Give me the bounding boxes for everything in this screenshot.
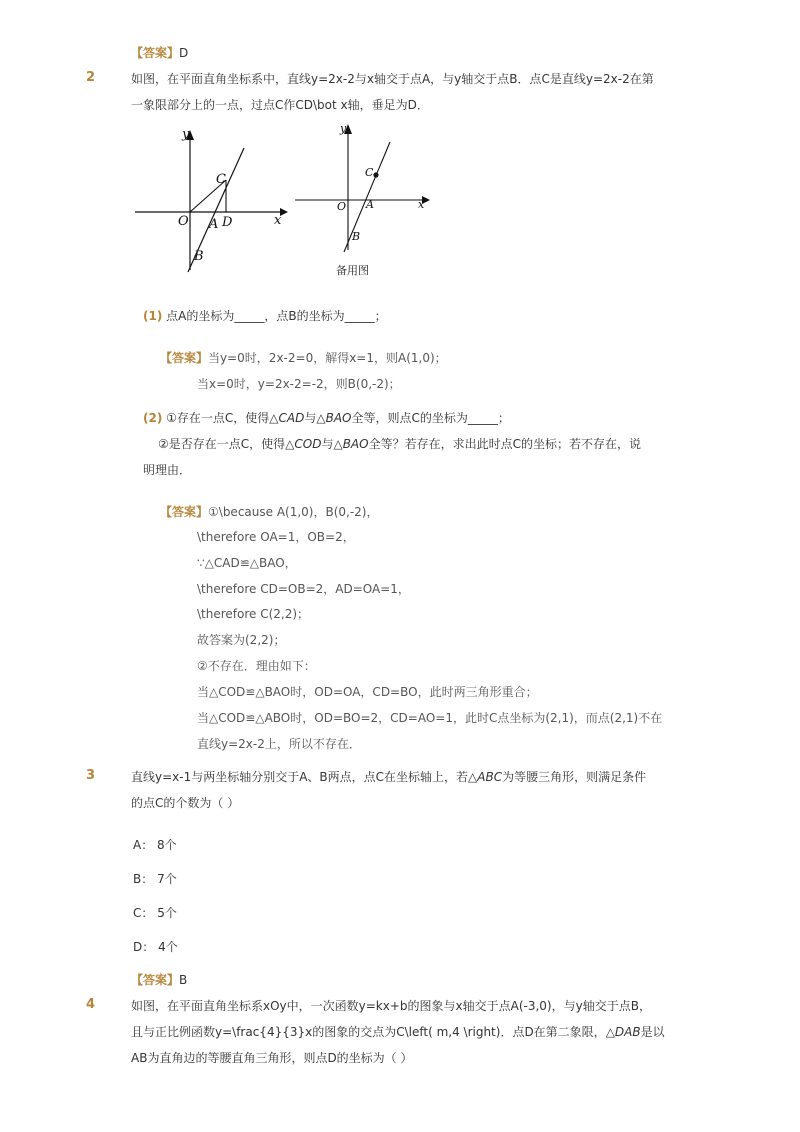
- text: 是以: [640, 1025, 665, 1039]
- q3-stem-line1: [131, 768, 646, 785]
- q3-answer: [131, 971, 187, 988]
- option-key: D：: [133, 940, 155, 954]
- answer-text: ①\because A(1,0)，B(0,-2)，: [208, 505, 379, 519]
- question-number: 2: [86, 70, 96, 85]
- text: 全等？若存在，求出此时点C的坐标；若不存在，说: [368, 437, 641, 451]
- q2-part2-answer-line1: [160, 503, 379, 520]
- q2-part2-line3: 明理由．: [143, 463, 192, 477]
- option-text: 4个: [158, 940, 178, 954]
- option-text: 7个: [157, 872, 177, 886]
- label-y: y: [340, 122, 347, 135]
- q2-part1: [143, 307, 387, 324]
- option-key: B：: [133, 872, 154, 886]
- label-B: B: [194, 249, 204, 264]
- answer-line: 当△COD≌△ABO时，OD=BO=2，CD=AO=1，此时C点坐标为(2,1)，而点(2,1)不在: [197, 711, 663, 725]
- option-B[interactable]: [133, 870, 177, 887]
- label-y: y: [182, 127, 190, 142]
- option-C[interactable]: [133, 904, 177, 921]
- answer-line: \therefore C(2,2)；: [197, 607, 310, 621]
- answer-tag: 【答案】: [160, 505, 209, 519]
- option-key: C：: [133, 906, 154, 920]
- label-D: D: [222, 215, 233, 230]
- answer-line: 直线y=2x-2上，所以不存在．: [197, 737, 361, 751]
- q1-answer: [131, 44, 188, 61]
- q2-part1-answer-line2: 当x=0时，y=2x-2=-2，则B(0,-2)；: [197, 377, 401, 391]
- triangle-name: BAO: [342, 437, 369, 451]
- q4-stem-line2: [131, 1023, 665, 1040]
- label-A: A: [366, 198, 374, 211]
- answer-text: 当y=0时，2x-2=0，解得x=1，则A(1,0)；: [208, 351, 447, 365]
- q2-part1-answer-line1: [160, 349, 447, 366]
- answer-tag: 【答案】: [160, 351, 209, 365]
- q2-part2-line2: [158, 435, 641, 452]
- label-C: C: [365, 166, 374, 179]
- option-D[interactable]: [133, 938, 178, 955]
- q2-figure-main: [130, 120, 290, 280]
- label-O: O: [337, 200, 347, 213]
- option-text: 8个: [157, 838, 177, 852]
- triangle-name: COD: [294, 437, 322, 451]
- line-y-2x-2: [344, 142, 390, 252]
- q4-stem-line1: 如图，在平面直角坐标系xOy中，一次函数y=kx+b的图象与x轴交于点A(-3,0)，与y轴交于点B，: [131, 999, 651, 1013]
- triangle-name: ABC: [477, 770, 503, 784]
- label-C: C: [216, 172, 226, 187]
- text: ①存在一点C，使得△: [166, 411, 279, 425]
- figure-caption: 备用图: [336, 264, 369, 277]
- option-text: 5个: [157, 906, 177, 920]
- text: ②是否存在一点C，使得△: [158, 437, 295, 451]
- q2-stem-line2: 一象限部分上的一点，过点C作CD\bot x轴，垂足为D．: [131, 98, 429, 112]
- answer-tag: 【答案】: [131, 973, 180, 987]
- label-O: O: [178, 214, 189, 229]
- label-x: x: [274, 213, 282, 228]
- question-number: 4: [86, 997, 96, 1012]
- q4-stem-line3: AB为直角边的等腰直角三角形，则点D的坐标为（ ）: [131, 1051, 413, 1065]
- text: 与△: [304, 411, 326, 425]
- text: 且与正比例函数y=\frac{4}{3}x的图象的交点为C\left( m,4 \right)．点D在第二象限，△: [131, 1025, 615, 1039]
- part-text: 点A的坐标为_____，点B的坐标为_____；: [166, 309, 387, 323]
- answer-value: B: [179, 973, 188, 987]
- answer-line: \therefore OA=1，OB=2，: [197, 530, 355, 544]
- text: 全等，则点C的坐标为_____；: [351, 411, 510, 425]
- question-number: 3: [86, 768, 96, 783]
- part-label: (2): [143, 411, 163, 425]
- option-key: A：: [133, 838, 154, 852]
- answer-line: \therefore CD=OB=2，AD=OA=1，: [197, 582, 410, 596]
- part-label: (1): [143, 309, 163, 323]
- q2-part2-line1: [143, 409, 510, 426]
- label-A: A: [209, 217, 219, 232]
- triangle-name: CAD: [278, 411, 305, 425]
- q2-stem-line1: 如图，在平面直角坐标系中，直线y=2x-2与x轴交于点A，与y轴交于点B．点C是直线y=2x-2在第: [131, 72, 654, 86]
- q2-figure-spare: [290, 118, 440, 283]
- text: 与△: [321, 437, 343, 451]
- triangle-name: BAO: [325, 411, 352, 425]
- option-A[interactable]: [133, 836, 177, 853]
- label-x: x: [418, 198, 425, 211]
- point-C: [373, 172, 378, 177]
- triangle-name: DAB: [614, 1025, 641, 1039]
- answer-value: D: [179, 46, 189, 60]
- answer-line: ②不存在．理由如下：: [197, 659, 316, 673]
- answer-line: 当△COD≌△BAO时，OD=OA，CD=BO，此时两三角形重合；: [197, 685, 538, 699]
- text: 为等腰三角形，则满足条件: [502, 770, 647, 784]
- answer-line: ∵△CAD≌△BAO，: [197, 556, 297, 570]
- label-B: B: [352, 230, 361, 243]
- q3-stem-line2: 的点C的个数为（ ）: [131, 796, 240, 810]
- text: 直线y=x-1与两坐标轴分别交于A、B两点，点C在坐标轴上，若△: [131, 770, 478, 784]
- answer-line: 故答案为(2,2)；: [197, 633, 286, 647]
- answer-tag: 【答案】: [131, 46, 180, 60]
